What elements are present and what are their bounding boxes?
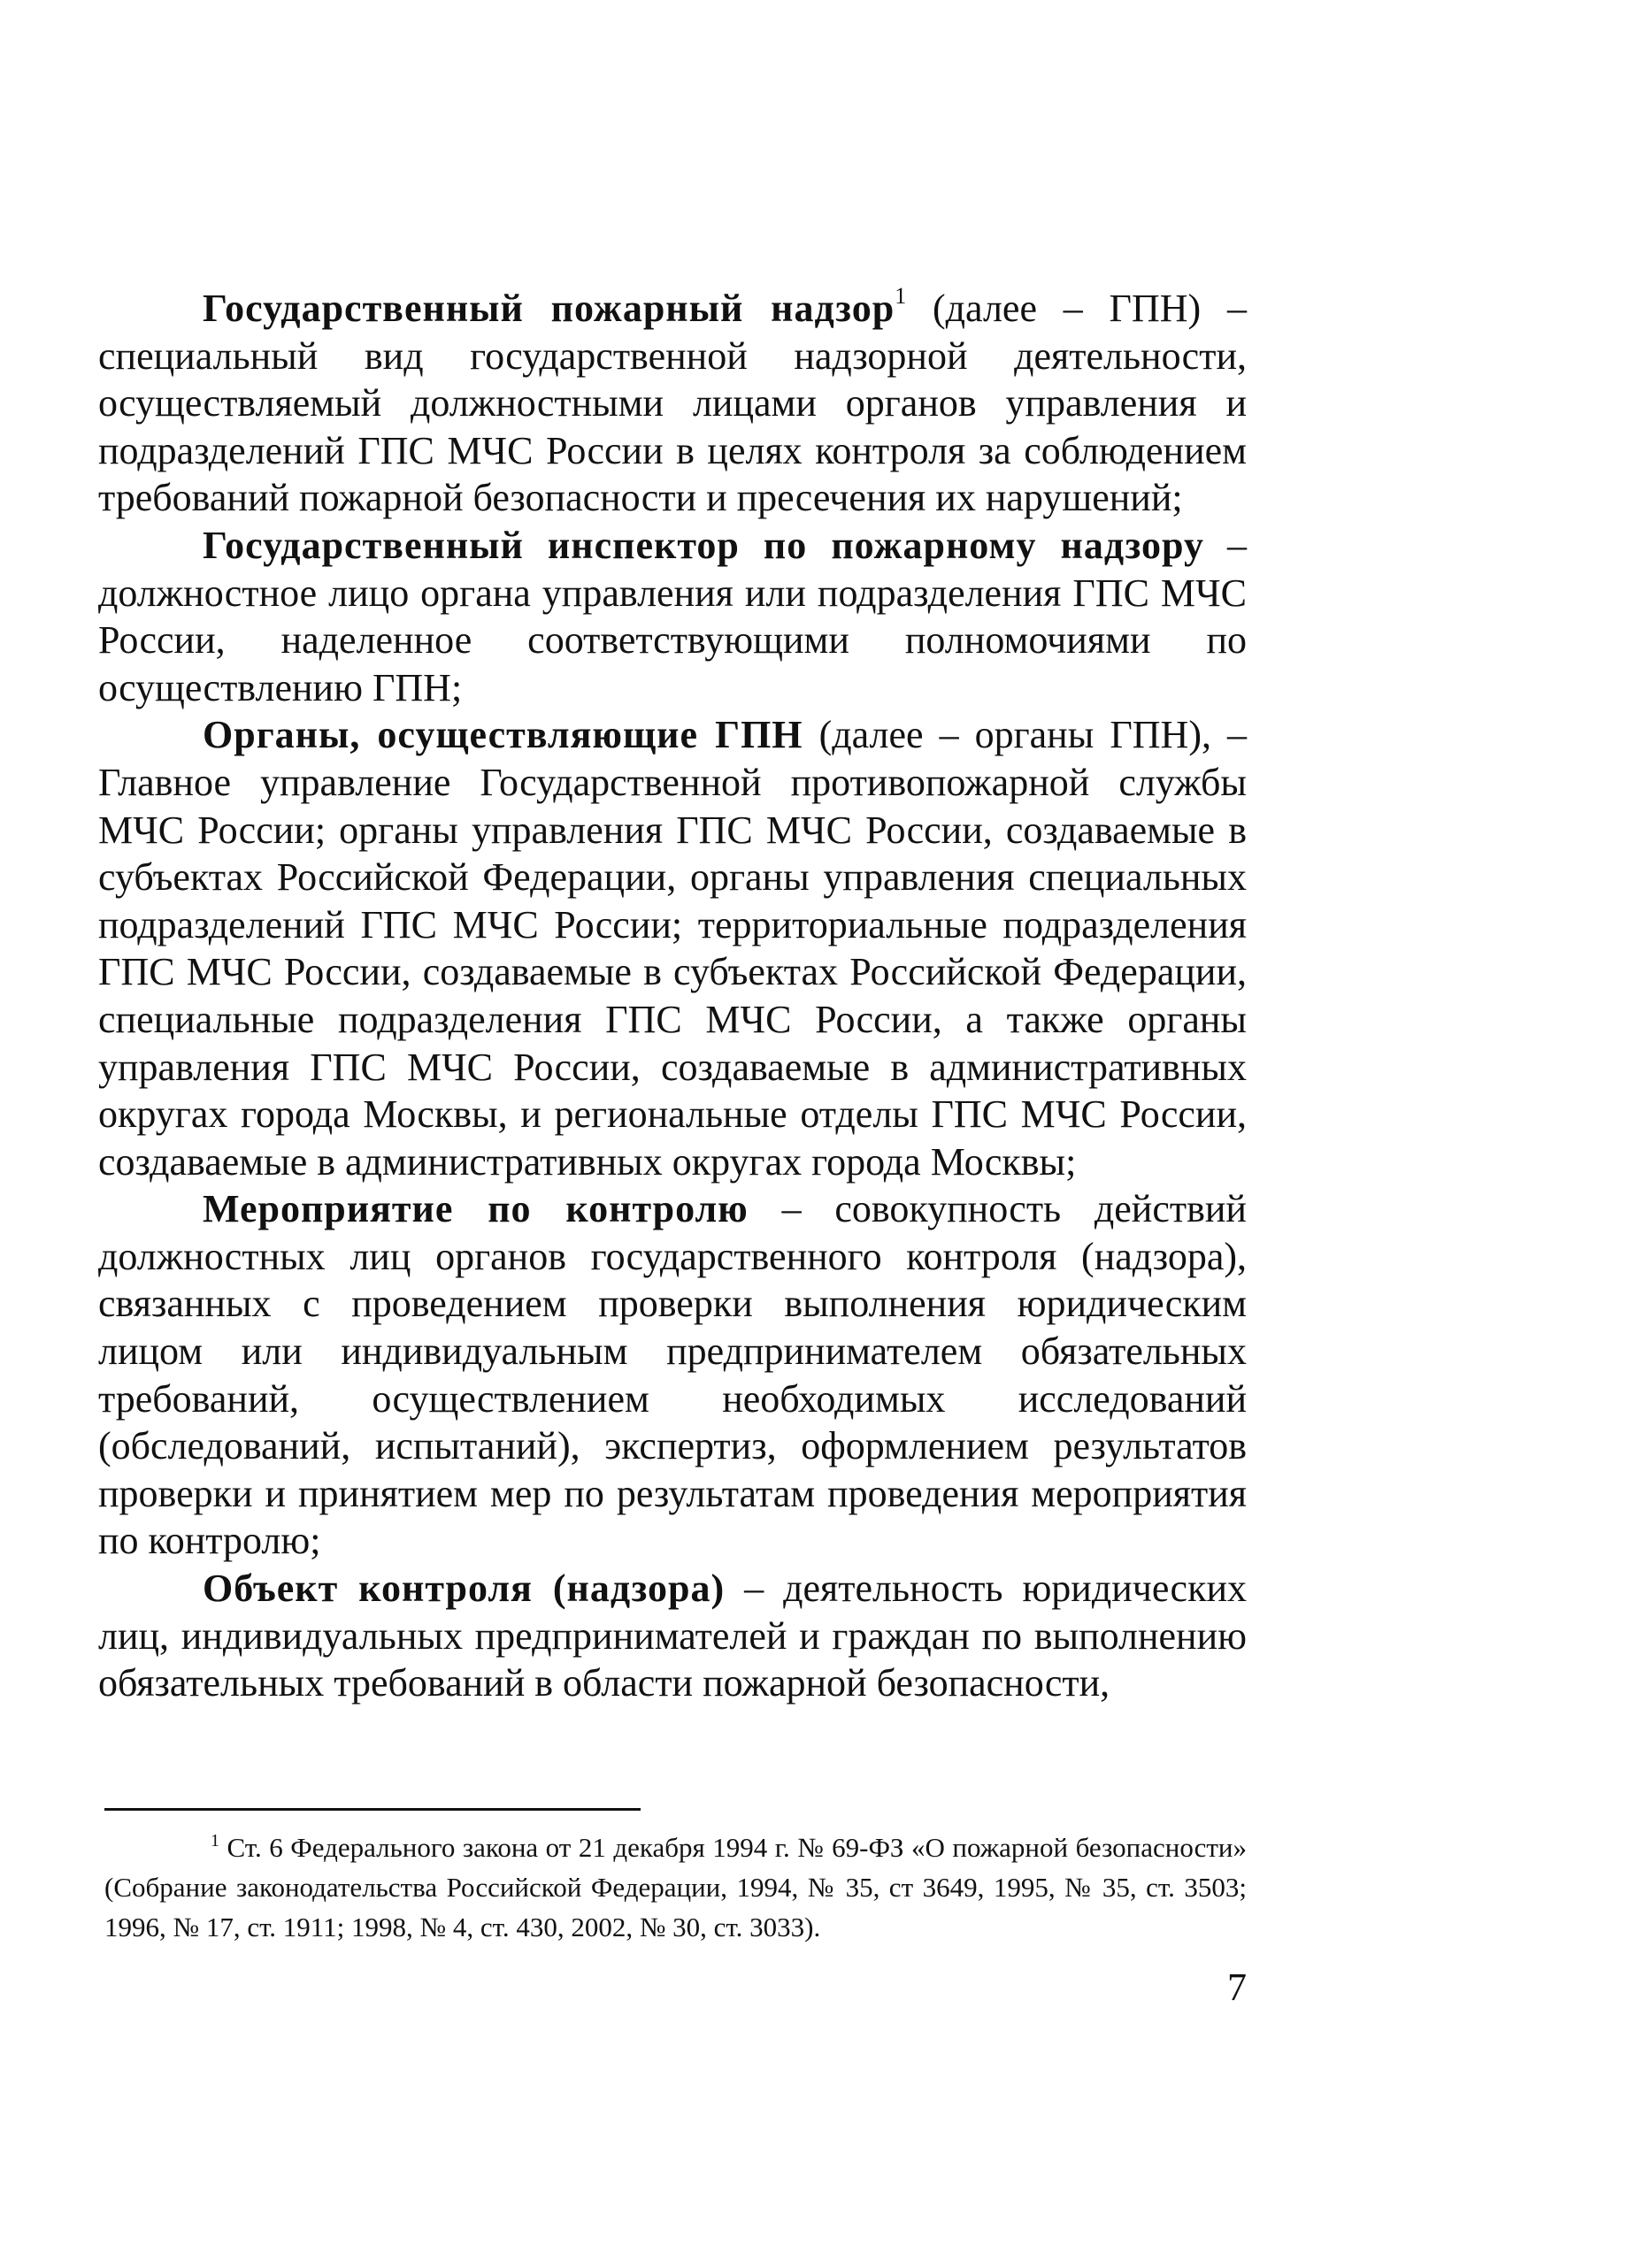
footnote-marker: 1 xyxy=(211,1831,219,1850)
definition-paragraph xyxy=(98,1185,1247,1565)
definition-text: – совокупность действий должностных лиц органов государственного контроля (надзора), связанных с проведением проверки выполнения юридическим лицом или индивидуальным предпринимателем обязательных требований, осуществлением необходимых исследований (обследований, испытаний), экспертиз, оформлением результатов проверки и принятием мер по результатам проведения мероприятия по контролю; xyxy=(98,1187,1247,1563)
definition-text: – должностное лицо органа управления или подразделения ГПС МЧС России, наделенное соответствующими полномочиями по осуществлению ГПН; xyxy=(98,523,1247,709)
footnote-reference: 1 xyxy=(895,283,907,309)
footnote xyxy=(104,1827,1247,1947)
definition-paragraph xyxy=(98,1565,1247,1707)
definition-text: (далее – ГПН) – специальный вид государственной надзорной деятельности, осуществляемый должностными лицами органов управления и подразделений ГПС МЧС России в целях контроля за соблюдением требований пожарной безопасности и пресечения их нарушений; xyxy=(98,287,1247,520)
definition-term: Государственный пожарный надзор xyxy=(203,287,895,330)
footnote-divider xyxy=(104,1808,641,1811)
definition-term: Объект контроля (надзора) xyxy=(203,1567,726,1611)
main-text xyxy=(98,285,1247,1707)
definition-paragraph xyxy=(98,711,1247,1185)
footnote-text: Ст. 6 Федерального закона от 21 декабря 1994 г. № 69-ФЗ «О пожарной безопасности» (Собрание законодательства Российской Федерации, 1994, № 35, ст 3649, 1995, № 35, ст. 3503; 1996, № 17, ст. 1911; 1998, № 4, ст. 430, 2002, № 30, ст. 3033). xyxy=(104,1832,1247,1942)
definition-text: (далее – органы ГПН), – Главное управление Государственной противопожарной службы МЧС России; органы управления ГПС МЧС России, создаваемые в субъектах Российской Федерации, органы управления специальных подразделений ГПС МЧС России; территориальные подразделения ГПС МЧС России, создаваемые в субъектах Российской Федерации, специальные подразделения ГПС МЧС России, а также органы управления ГПС МЧС России, создаваемые в административных округах города Москвы, и региональные отделы ГПС МЧС России, создаваемые в административных округах города Москвы; xyxy=(98,713,1248,1184)
page-number: 7 xyxy=(1227,1965,1247,2009)
definition-paragraph xyxy=(98,522,1247,711)
definition-term: Мероприятие по контролю xyxy=(203,1187,749,1231)
definition-paragraph xyxy=(98,285,1247,522)
definition-text: – деятельность юридических лиц, индивидуальных предпринимателей и граждан по выполнению обязательных требований в области пожарной безопасности, xyxy=(98,1567,1247,1705)
definition-term: Органы, осуществляющие ГПН xyxy=(203,713,803,757)
definition-term: Государственный инспектор по пожарному надзору xyxy=(203,523,1204,567)
